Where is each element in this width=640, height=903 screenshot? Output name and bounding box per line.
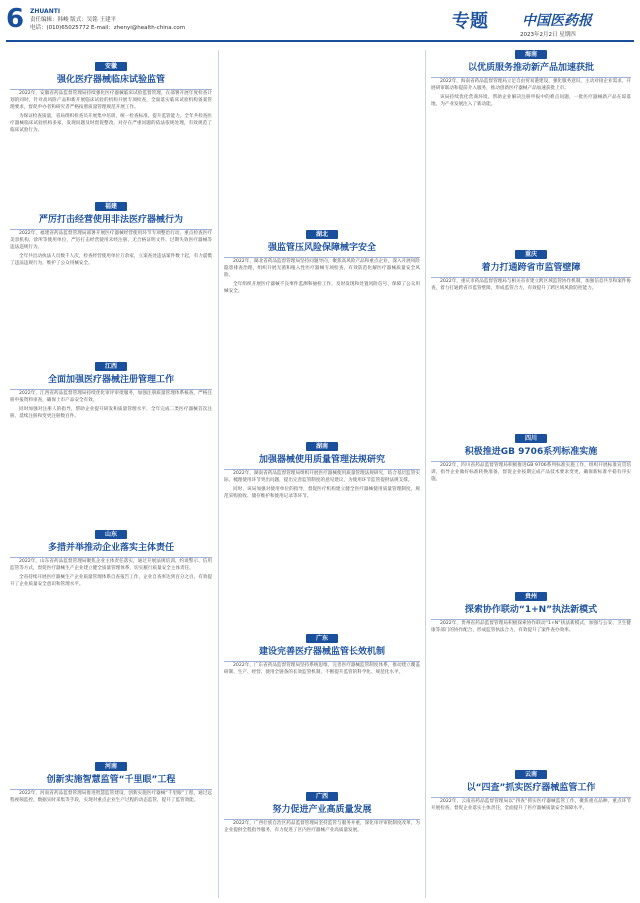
section-name: ZHUANTI: [30, 8, 61, 15]
article-title: 建设完善医疗器械监管长效机制: [224, 646, 420, 662]
region-tag: 广西: [306, 792, 338, 801]
article-hunan: [224, 442, 420, 502]
article-yunnan: [431, 770, 631, 814]
article-title: 多措并举推动企业落实主体责任: [10, 542, 212, 558]
column-divider: [425, 50, 426, 898]
paragraph: 全省持续开展医疗器械生产企业质量管理体系自查报告工作，企业自查率达到百分之百，有效提升了企业质量安全意识和管理水平。: [10, 575, 212, 587]
paragraph: 2022年，湖南省药品监督管理局组织开展医疗器械使用质量管理法规研究，结合基层监管实际，梳理使用环节突出问题，提出完善监管制度的意见建议，为使用环节监管提供法规支撑。: [224, 471, 420, 483]
region-tag: 福建: [95, 202, 127, 211]
article-shandong: [10, 530, 212, 590]
paragraph: 同时，该局加强对使用单位的指导，督促医疗机构建立健全医疗器械使用质量管理制度，规范采购验收、储存维护和使用记录等环节。: [224, 487, 420, 499]
paragraph: 为保证检查质量，省局组织检查员开展集中培训，统一检查标准，提升监管能力。全年共检查医疗器械临床试验机构多家，发现问题及时督促整改，对存在严重问题的依法依规处理，有效规范了临床试验行为。: [10, 114, 212, 133]
region-tag: 贵州: [515, 592, 547, 601]
header-rule: [6, 40, 634, 42]
article-title: 严厉打击经营使用非法医疗器械行为: [10, 214, 212, 230]
region-tag: 广东: [306, 634, 338, 643]
paragraph: 2022年，江西省药品监督管理局持续优化审评审批服务，加强注册质量管理体系核查，严格注册申报资料审查，确保上市产品安全有效。: [10, 391, 212, 403]
article-title: 强监管压风险保障械字安全: [224, 242, 420, 258]
paragraph: 全年共出动执法人员数千人次，检查经营使用单位万余家，立案查处违法案件数十起，有力震慑了违法违规行为，维护了公众用械安全。: [10, 254, 212, 266]
article-chongqing: [431, 250, 631, 294]
page-header: [0, 0, 640, 38]
article-title: 以优质服务推动新产品加速获批: [431, 62, 631, 78]
issue-date: 2023年2月2日 星期四: [520, 32, 576, 38]
paragraph: 2022年，四川省药品监督管理局积极推进GB 9706系列标准实施工作，组织开展标准宣贯培训，指导企业做好标准转换准备，督促企业按期完成产品技术要求变更，确保新标准平稳有序实施。: [431, 463, 631, 482]
article-title: 探索协作联动“1+N”执法新模式: [431, 604, 631, 620]
paragraph: 2022年，河南省药品监督管理局推进智慧监管建设，创新实施医疗器械“千里眼”工程，通过远程视频监控、数据实时采集等手段，实现对重点企业生产过程的动态监管，提升了监管效能。: [10, 791, 212, 803]
paragraph: 2022年，贵州省药品监督管理局积极探索协作联动“1+N”执法新模式，加强与公安、卫生健康等部门的协作配合，形成监管执法合力，有效提升了案件查办效率。: [431, 621, 631, 633]
article-anhui: [10, 62, 212, 136]
region-tag: 江西: [95, 362, 127, 371]
paragraph: 2022年，广西壮族自治区药品监督管理局坚持监管与服务并重，深化审评审批制度改革，为企业提供全程指导服务，有力促进了区内医疗器械产业高质量发展。: [224, 821, 420, 833]
region-tag: 四川: [515, 434, 547, 443]
paragraph: 2022年，云南省药品监督管理局以“四查”抓实医疗器械监管工作，聚焦重点品种、重点环节开展检查，督促企业落实主体责任，全面提升了医疗器械质量安全保障水平。: [431, 799, 631, 811]
editor-credits: 责任编辑：韩峻 版式：吴铭 王建平: [30, 17, 116, 23]
article-title: 积极推进GB 9706系列标准实施: [431, 446, 631, 462]
column-title: 专题: [452, 11, 488, 32]
article-title: 努力促进产业高质量发展: [224, 804, 420, 820]
paragraph: 2022年，福建省药品监督管理局部署开展医疗器械经营使用环节专项整治行动，重点检查医疗美容机构、诊所等使用单位，严厉打击经营使用未经注册、无合格证明文件、过期失效医疗器械等违法违规行为。: [10, 231, 212, 250]
paragraph: 2022年，山东省药品监督管理局聚焦企业主体责任落实，通过开展法规培训、约谈警示、信用监管等方式，督促医疗器械生产企业建立健全质量管理体系，切实履行质量安全主体责任。: [10, 559, 212, 571]
article-fujian: [10, 202, 212, 269]
paragraph: 2022年，湖北省药品监督管理局坚持问题导向，聚焦高风险产品和重点企业，深入开展风险隐患排查治理，组织开展无菌和植入性医疗器械专项检查，有效防范化解医疗器械质量安全风险。: [224, 259, 420, 278]
region-tag: 云南: [515, 770, 547, 779]
article-guizhou: [431, 592, 631, 636]
paragraph: 同时加强对注册人的指导，帮助企业提升研发和质量管理水平，全年完成二类医疗器械首次注册、延续注册和变更注册数百件。: [10, 407, 212, 419]
paragraph: 2022年，安徽省药品监督管理局持续强化医疗器械临床试验监督管理，在部署开展年度检查计划的同时，针对高风险产品和新开展临床试验的机构开展专项检查，全面落实临床试验机构备案管理要求，督促申办者和研究者严格按照质量管理规范开展工作。: [10, 91, 212, 110]
header-credits: [30, 8, 185, 32]
page-number: 6: [6, 4, 25, 34]
region-tag: 湖北: [306, 230, 338, 239]
article-jiangxi: [10, 362, 212, 422]
article-guangxi: [224, 792, 420, 836]
paragraph: 2022年，海南省药品监督管理局立足自由贸易港建设，强化服务意识，主动对接企业需求，开展研审联动和提前介入服务，推动创新医疗器械产品加速获批上市。: [431, 79, 631, 91]
paragraph: 全年组织开展医疗器械不良事件监测和抽检工作，及时发现和处置风险信号，保障了公众用械安全。: [224, 282, 420, 294]
article-sichuan: [431, 434, 631, 485]
article-title: 着力打通跨省市监管壁障: [431, 262, 631, 278]
paragraph: 该局持续优化营商环境，帮助企业解决注册申报中的难点问题，一批医疗器械新产品在琼落地，为产业发展注入了新动能。: [431, 95, 631, 107]
region-tag: 湖南: [306, 442, 338, 451]
article-title: 创新实施智慧监管“千里眼”工程: [10, 774, 212, 790]
column-divider: [218, 50, 219, 898]
region-tag: 重庆: [515, 250, 547, 259]
paragraph: 2022年，重庆市药品监督管理局与相关省市建立跨区域监管协作机制，加强信息共享和案件协查，着力打通跨省市监管壁障，形成监管合力，有效提升了跨区域风险防控能力。: [431, 279, 631, 291]
paragraph: 2022年，广东省药品监督管理局坚持系统思维，完善医疗器械监管制度体系，推动建立覆盖研制、生产、经营、使用全链条的长效监管机制，不断提升监管的科学化、规范化水平。: [224, 663, 420, 675]
article-hainan: [431, 50, 631, 110]
article-title: 以“四查”抓实医疗器械监管工作: [431, 782, 631, 798]
article-hubei: [224, 230, 420, 297]
article-guangdong: [224, 634, 420, 678]
article-title: 全面加强医疗器械注册管理工作: [10, 374, 212, 390]
region-tag: 海南: [515, 50, 547, 59]
contact-info: 电话：(010)65025772 E-mail：zhenyi@health-china.com: [30, 25, 186, 31]
newspaper-logo: 中国医药报: [522, 13, 592, 29]
region-tag: 安徽: [95, 62, 127, 71]
region-tag: 山东: [95, 530, 127, 539]
region-tag: 河南: [95, 762, 127, 771]
article-title: 加强器械使用质量管理法规研究: [224, 454, 420, 470]
article-henan: [10, 762, 212, 806]
article-title: 强化医疗器械临床试验监管: [10, 74, 212, 90]
